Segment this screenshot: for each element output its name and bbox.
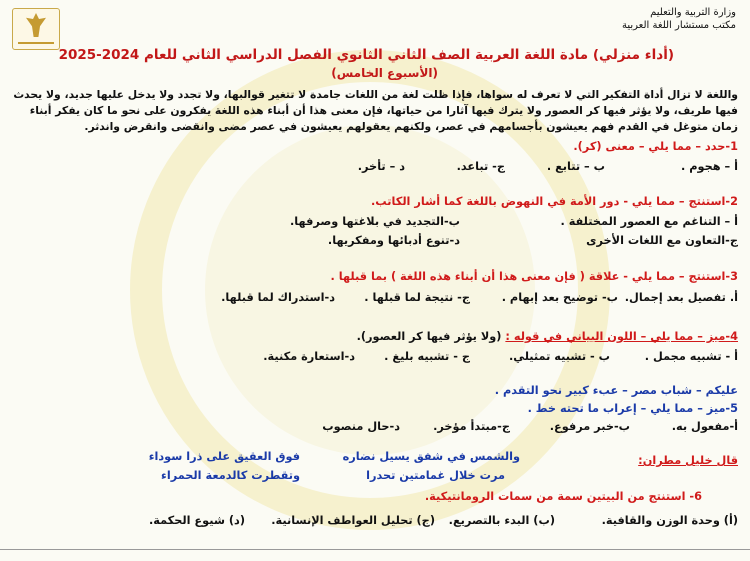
q3-option-a[interactable]: أ. تفصيل بعد إجمال.	[624, 291, 738, 304]
question-5-stem: 5-ميز – مما يلي – إعراب ما تحته خط .	[527, 402, 738, 415]
q3-option-d[interactable]: د-استدراك لما قبلها.	[221, 291, 335, 304]
eagle-icon	[26, 13, 46, 37]
question-6-stem: 6- استنتج من البيتين سمة من سمات الرومانتيكية.	[424, 490, 702, 503]
poet-label: قال خليل مطران:	[638, 454, 738, 467]
q2-option-b[interactable]: ب-التجديد في بلاغتها وصرفها.	[289, 215, 460, 228]
verse-1-second-hemistich: فوق العقيق على ذرا سوداء	[148, 450, 300, 463]
q6-option-c[interactable]: (ج) تحليل العواطف الإنسانية.	[271, 514, 435, 527]
logo-underline	[18, 42, 54, 44]
q6-option-d[interactable]: (د) شيوع الحكمة.	[148, 514, 245, 527]
q5-option-c[interactable]: ج-مبتدأ مؤخر.	[433, 420, 510, 433]
q4-option-b[interactable]: ب - تشبيه تمثيلي.	[508, 350, 610, 363]
bottom-divider	[0, 549, 750, 550]
passage-line-1: واللغة لا تزال أداة التفكير التي لا تعرف له سواها، فإذا ظلت لغة من اللغات جامدة لا تتغير قوالبها، ولا تجدد ولا يدخل عليها جديد، ولا يحدث	[13, 88, 738, 101]
q6-option-a[interactable]: (أ) وحدة الوزن والقافية.	[601, 514, 738, 527]
q4-option-a[interactable]: أ - تشبيه مجمل .	[644, 350, 738, 363]
q4-option-d[interactable]: د-استعارة مكنية.	[263, 350, 355, 363]
verse-1-first-hemistich: والشمس في شفق يسيل نضاره	[342, 450, 520, 463]
question-2-stem: 2-استنتج – مما يلي - دور الأمة في النهوض باللغة كما أشار الكاتب.	[371, 195, 738, 208]
office-name: مكتب مستشار اللغة العربية	[622, 20, 736, 31]
egypt-eagle-logo	[12, 8, 60, 50]
q1-option-d[interactable]: د – تأخر.	[357, 160, 405, 173]
q1-option-b[interactable]: ب – تتابع .	[546, 160, 605, 173]
q4-stem-quote: (ولا يؤثر فيها كر العصور).	[356, 330, 502, 343]
passage-line-3: زمان متوغل في القدم فهم يعيشون بأجسامهم في عصر، ولكنهم يعقولهم يعيشون في عصر مضى وانقضى وانقرض واندثر.	[84, 120, 738, 133]
ministry-header	[622, 6, 736, 32]
watermark-center	[205, 125, 535, 455]
q4-option-c[interactable]: ج - تشبيه بليغ .	[384, 350, 470, 363]
question-4-stem	[357, 330, 738, 343]
q3-option-c[interactable]: ج- نتيجة لما قبلها .	[364, 291, 470, 304]
page-title: (أداء منزلي) مادة اللغة العربية الصف الثاني الثانوي الفصل الدراسي الثاني للعام 2024-2025	[58, 47, 674, 63]
q5-option-d[interactable]: د-حال منصوب	[322, 420, 400, 433]
q1-option-a[interactable]: أ – هجوم .	[681, 160, 738, 173]
q5-option-b[interactable]: ب-خبر مرفوع.	[549, 420, 630, 433]
verse-2-first-hemistich: مرت خلال غمامتين تحدرا	[366, 469, 505, 482]
q5-option-a[interactable]: أ-مفعول به.	[671, 420, 738, 433]
q3-option-b[interactable]: ب- توضيح بعد إبهام .	[501, 291, 618, 304]
week-label: (الأسبوع الخامس)	[331, 66, 438, 80]
q1-option-c[interactable]: ج- تباعد.	[456, 160, 505, 173]
ministry-name: وزارة التربية والتعليم	[650, 7, 736, 18]
q5-intro-sentence: عليكم – شباب مصر – عبء كبير نحو التقدم .	[494, 384, 738, 397]
q4-stem-text: 4-ميز – مما يلي – اللون البياني في قوله :	[505, 330, 738, 343]
verse-2-second-hemistich: وتقطرت كالدمعة الحمراء	[161, 469, 300, 482]
question-3-stem: 3-استنتج – مما يلي - علاقة ( فإن معنى هذا أن أبناء هذه اللغة ) بما قبلها .	[330, 270, 738, 283]
q2-option-a[interactable]: أ – التناغم مع العصور المختلفة .	[560, 215, 738, 228]
q2-option-c[interactable]: ج-التعاون مع اللغات الأخرى	[586, 234, 738, 247]
q6-option-b[interactable]: (ب) البدء بالتصريع.	[448, 514, 555, 527]
q2-option-d[interactable]: د-تنوع أدبائها ومفكريها.	[327, 234, 460, 247]
passage-line-2: فيها طريف، ولا يؤثر فيها كر العصور ولا يترك فيها آثارا من حياتها، فإن معنى هذا أن أبناء هذه اللغة يفكرون على نحو ما كان يفكر أبناء	[29, 104, 738, 117]
question-1-stem: 1-حدد – مما يلي – معنى (كر).	[573, 140, 738, 153]
